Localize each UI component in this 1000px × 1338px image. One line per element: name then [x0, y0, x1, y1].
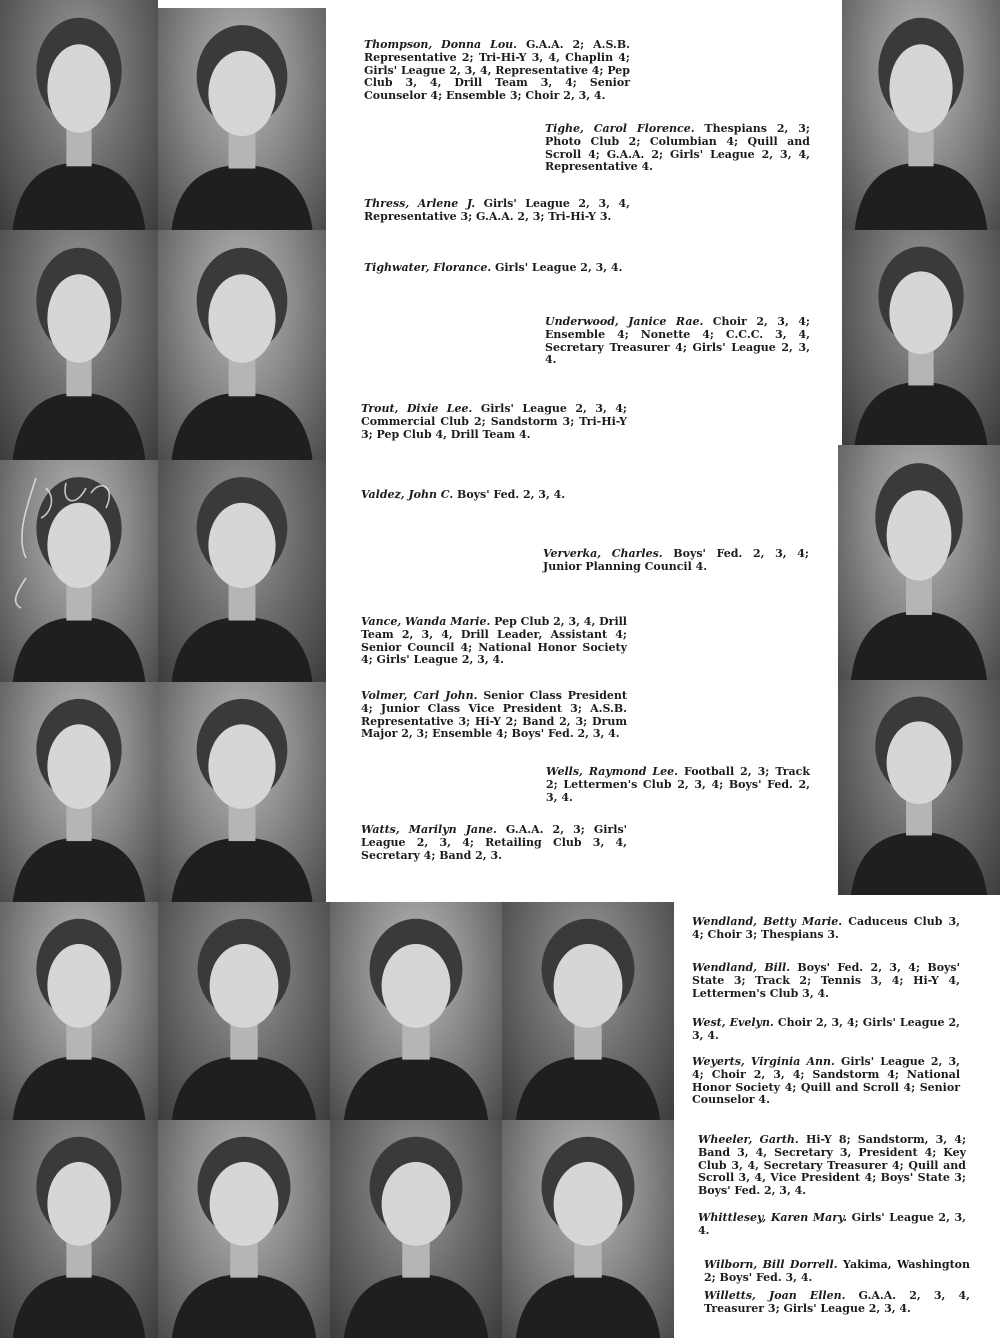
portrait-photo: [158, 1120, 330, 1338]
student-name: Watts, Marilyn Jane.: [361, 823, 497, 836]
student-name: Valdez, John C.: [361, 488, 454, 501]
student-name: Thress, Arlene J.: [364, 197, 476, 210]
portrait-photo: [838, 445, 1000, 680]
student-activities: G.A.A. 2, 3, 4, Treasurer 3; Girls' League 2, 3, 4.: [704, 1289, 970, 1315]
portrait-silhouette: [158, 1120, 330, 1338]
portrait-photo: [842, 230, 1000, 445]
portrait-photo: [0, 682, 158, 902]
student-activities: Thespians 2, 3; Photo Club 2; Columbian 4; Quill and Scroll 4; G.A.A. 2; Girls' League 2, 3, 4, Representative 4.: [545, 122, 810, 174]
portrait-photo: [158, 230, 326, 460]
portrait-silhouette: [158, 682, 326, 902]
student-activities: Girls' League 2, 3, 4; Commercial Club 2; Sandstorm 3; Tri-Hi-Y 3; Pep Club 4, Drill Team 4.: [361, 402, 627, 441]
portrait-silhouette: [158, 902, 330, 1120]
student-entry: [698, 1134, 966, 1198]
student-name: Trout, Dixie Lee.: [361, 402, 473, 415]
portrait-photo: [0, 460, 158, 682]
student-entry: [545, 123, 810, 174]
portrait-silhouette: [0, 460, 158, 682]
student-activities: Girls' League 2, 3, 4.: [698, 1211, 966, 1237]
portrait-silhouette: [330, 1120, 502, 1338]
portrait-photo: [158, 682, 326, 902]
student-entry: [704, 1290, 970, 1316]
student-name: Ververka, Charles.: [543, 547, 663, 560]
student-name: Willetts, Joan Ellen.: [704, 1289, 846, 1302]
student-activities: Hi-Y 8; Sandstorm, 3, 4; Band 3, 4, Secretary 3, President 4; Key Club 3, 4, Secretary Treasurer 4; Quill and Scroll 3, 4, Vice President 4; Boys' State 3; Boys' Fed. 2, 3, 4.: [698, 1133, 966, 1198]
student-entry: [545, 316, 810, 367]
student-name: Volmer, Carl John.: [361, 689, 478, 702]
portrait-photo: [158, 460, 326, 682]
student-activities: Boys' Fed. 2, 3, 4.: [453, 488, 566, 501]
portrait-silhouette: [0, 0, 158, 230]
portrait-photo: [502, 1120, 674, 1338]
portrait-photo: [842, 0, 1000, 230]
portrait-silhouette: [838, 680, 1000, 895]
portrait-silhouette: [330, 902, 502, 1120]
student-entry: [698, 1212, 966, 1238]
student-name: West, Evelyn.: [692, 1016, 774, 1029]
student-activities: Choir 2, 3, 4; Ensemble 4; Nonette 4; C.C.C. 3, 4, Secretary Treasurer 4; Girls' League 2, 3, 4.: [545, 315, 810, 367]
student-activities: G.A.A. 2, 3; Girls' League 2, 3, 4; Retailing Club 3, 4, Secretary 4; Band 2, 3.: [361, 823, 628, 862]
student-name: Weyerts, Virginia Ann.: [692, 1055, 835, 1068]
student-name: Vance, Wanda Marie.: [361, 615, 491, 628]
portrait-silhouette: [838, 445, 1000, 680]
portrait-silhouette: [842, 230, 1000, 445]
student-entry: [543, 548, 809, 574]
student-activities: Girls' League 2, 3, 4; Choir 2, 3, 4; Sandstorm 4; National Honor Society 4; Quill and Scroll 4; Senior Counselor 4.: [692, 1055, 960, 1107]
student-entry: [361, 824, 627, 862]
portrait-silhouette: [842, 0, 1000, 230]
student-name: Thompson, Donna Lou.: [364, 38, 518, 51]
portrait-photo: [838, 680, 1000, 895]
student-name: Wells, Raymond Lee.: [546, 765, 678, 778]
student-entry: [361, 690, 627, 741]
student-entry: [364, 198, 630, 224]
student-entry: [692, 916, 960, 942]
student-activities: Pep Club 2, 3, 4, Drill Team 2, 3, 4, Drill Leader, Assistant 4; Senior Council 4; National Honor Society 4; Girls' League 2, 3, 4.: [361, 615, 627, 667]
student-name: Tighe, Carol Florence.: [545, 122, 695, 135]
portrait-photo: [502, 902, 674, 1120]
portrait-photo: [0, 0, 158, 230]
portrait-photo: [158, 902, 330, 1120]
student-entry: [692, 1056, 960, 1107]
student-entry: [546, 766, 810, 804]
student-activities: G.A.A. 2; A.S.B. Representative 2; Tri-Hi-Y 3, 4, Chaplin 4; Girls' League 2, 3, 4, Representative 4; Pep Club 3, 4, Drill Team 3, 4; Senior Counselor 4; Ensemble 3; Choir 2, 3, 4.: [364, 38, 631, 103]
portrait-silhouette: [0, 230, 158, 460]
student-activities: Boys' Fed. 2, 3, 4; Junior Planning Council 4.: [543, 547, 809, 573]
student-name: Wilborn, Bill Dorrell.: [704, 1258, 838, 1271]
portrait-silhouette: [0, 902, 158, 1120]
student-entry: [361, 403, 627, 441]
student-name: Wendland, Betty Marie.: [692, 915, 843, 928]
portrait-photo: [330, 1120, 502, 1338]
student-entry: [364, 39, 630, 103]
student-entry: [361, 616, 627, 667]
portrait-silhouette: [502, 1120, 674, 1338]
student-name: Wendland, Bill.: [692, 961, 791, 974]
student-entry: [692, 962, 960, 1000]
portrait-photo: [0, 902, 158, 1120]
portrait-silhouette: [158, 460, 326, 682]
student-activities: Senior Class President 4; Junior Class Vice President 3; A.S.B. Representative 3; Hi-Y 2; Band 2, 3; Drum Major 2, 3; Ensemble 4; Boys' Fed. 2, 3, 4.: [361, 689, 627, 741]
student-name: Underwood, Janice Rae.: [545, 315, 704, 328]
student-activities: Yakima, Washington 2; Boys' Fed. 3, 4.: [704, 1258, 970, 1284]
portrait-silhouette: [0, 1120, 158, 1338]
student-activities: Caduceus Club 3, 4; Choir 3; Thespians 3.: [692, 915, 960, 941]
portrait-silhouette: [158, 8, 326, 230]
portrait-silhouette: [158, 230, 326, 460]
student-name: Tighwater, Florance.: [364, 261, 492, 274]
portrait-photo: [158, 8, 326, 230]
portrait-photo: [0, 1120, 158, 1338]
portrait-photo: [330, 902, 502, 1120]
portrait-silhouette: [0, 682, 158, 902]
student-entry: [361, 489, 641, 502]
student-name: Wheeler, Garth.: [698, 1133, 799, 1146]
portrait-photo: [0, 230, 158, 460]
student-activities: Choir 2, 3, 4; Girls' League 2, 3, 4.: [692, 1016, 960, 1042]
student-entry: [704, 1259, 970, 1285]
student-activities: Boys' Fed. 2, 3, 4; Boys' State 3; Track 2; Tennis 3, 4; Hi-Y 4, Lettermen's Club 3, 4.: [692, 961, 960, 1000]
student-activities: Football 2, 3; Track 2; Lettermen's Club 2, 3, 4; Boys' Fed. 2, 3, 4.: [546, 765, 810, 804]
student-activities: Girls' League 2, 3, 4, Representative 3; G.A.A. 2, 3; Tri-Hi-Y 3.: [364, 197, 630, 223]
portrait-silhouette: [502, 902, 674, 1120]
student-entry: [692, 1017, 960, 1043]
student-entry: [364, 262, 644, 275]
student-activities: Girls' League 2, 3, 4.: [491, 261, 623, 274]
student-name: Whittlesey, Karen Mary.: [698, 1211, 847, 1224]
